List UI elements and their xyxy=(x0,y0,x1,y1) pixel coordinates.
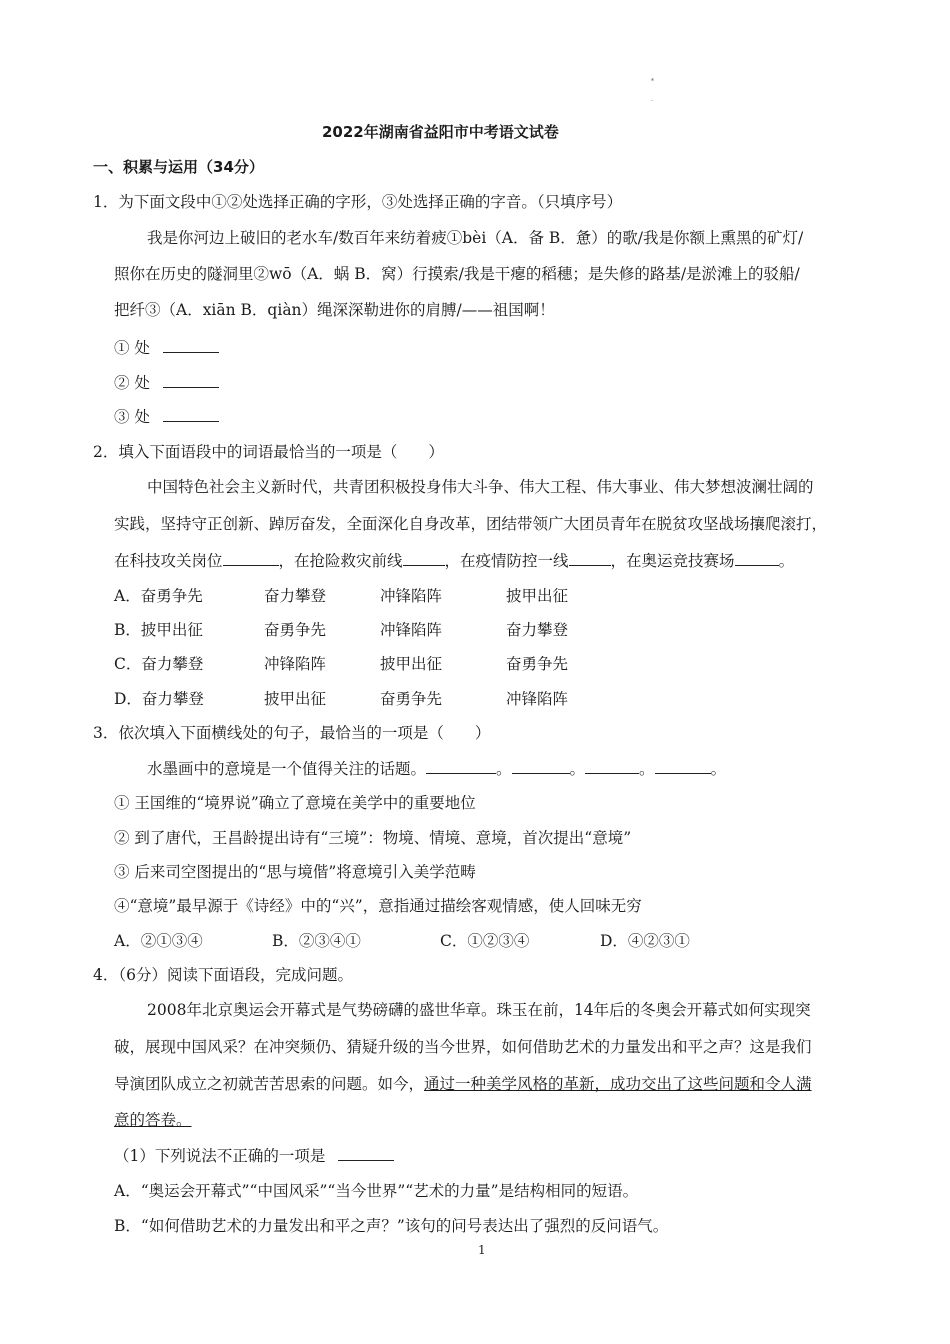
option-a: A．“奥运会开幕式”“中国风采”“当今世界”“艺术的力量”是结构相同的短语。 xyxy=(114,1182,639,1200)
sub-question-1: （1）下列说法不正确的一项是 xyxy=(114,1144,394,1166)
question-1-passage-line: 照你在历史的隧洞里②wō（A．蜗 B．窝）行摸索/我是干瘪的稻穗；是失修的路基/是淤滩上的驳船/ xyxy=(114,265,800,283)
answer-line-3 xyxy=(114,405,219,427)
sentence-item: ① 王国维的“境界说”确立了意境在美学中的重要地位 xyxy=(114,794,476,812)
answer-blank[interactable] xyxy=(163,338,219,353)
answer-label: ③ 处 xyxy=(114,408,150,426)
sentence-item: ③ 后来司空图提出的“思与境偕”将意境引入美学范畴 xyxy=(114,863,476,881)
question-2-stem: 2．填入下面语段中的词语最恰当的一项是（ ） xyxy=(93,443,444,461)
question-3-stem: 3．依次填入下面横线处的句子，最恰当的一项是（ ） xyxy=(93,724,491,742)
fill-blank[interactable] xyxy=(403,551,445,566)
underlined-text: 通过一种美学风格的革新，成功交出了这些问题和令人满 xyxy=(424,1075,812,1093)
fill-blank[interactable] xyxy=(569,551,611,566)
answer-blank[interactable] xyxy=(163,373,219,388)
fill-blank[interactable] xyxy=(735,551,779,566)
option-b: B．“如何借助艺术的力量发出和平之声？”该句的问号表达出了强烈的反问语气。 xyxy=(114,1217,669,1235)
option-d: D．④②③① xyxy=(600,932,690,950)
fill-blank[interactable] xyxy=(426,759,496,774)
question-2-passage-line: 实践，坚持守正创新、踔厉奋发，全面深化自身改革，团结带领广大团员青年在脱贫攻坚战场攘爬滚打， xyxy=(114,515,828,533)
question-2-passage-line: 中国特色社会主义新时代，共青团积极投身伟大斗争、伟大工程、伟大事业、伟大梦想波澜壮阔的 xyxy=(147,478,814,496)
answer-label: ② 处 xyxy=(114,374,150,392)
sentence-item: ④“意境”最早源于《诗经》中的“兴”，意指通过描绘客观情感，使人回味无穷 xyxy=(114,897,642,915)
page-title: 2022年湖南省益阳市中考语文试卷 xyxy=(322,123,559,141)
option-c: C．①②③④ xyxy=(440,932,530,950)
answer-line-1 xyxy=(114,336,219,358)
sentence-item: ② 到了唐代，王昌龄提出诗有“三境”：物境、情境、意境，首次提出“意境” xyxy=(114,829,632,847)
fill-blank[interactable] xyxy=(512,759,570,774)
question-4-stem: 4．（6分）阅读下面语段，完成问题。 xyxy=(93,966,353,984)
answer-blank[interactable] xyxy=(338,1146,394,1161)
answer-blank[interactable] xyxy=(163,407,219,422)
option-b: B．②③④① xyxy=(272,932,361,950)
question-4-passage-line: 破，展现中国风采？在冲突频仍、猜疑升级的当今世界，如何借助艺术的力量发出和平之声？这是我们 xyxy=(114,1038,812,1056)
page-number: 1 xyxy=(478,1243,486,1257)
stray-mark: · xyxy=(651,98,653,105)
fill-blank[interactable] xyxy=(585,759,639,774)
fill-blank[interactable] xyxy=(655,759,711,774)
answer-label: ① 处 xyxy=(114,339,150,357)
option-a: A．②①③④ xyxy=(114,932,203,950)
question-2-passage-line: 在科技攻关岗位 ，在抢险救灾前线 ，在疫情防控一线 ，在奥运竞技赛场 。 xyxy=(114,552,795,570)
question-4-passage-line: 2008年北京奥运会开幕式是气势磅礴的盛世华章。珠玉在前，14年后的冬奥会开幕式如何实现突 xyxy=(147,1001,811,1019)
answer-line-2 xyxy=(114,371,219,393)
question-3-passage-line: 水墨画中的意境是一个值得关注的话题。 。 。 。 。 xyxy=(147,760,727,778)
question-1-passage-line: 把纤③（A．xiān B．qiàn）绳深深勒进你的肩膊/——祖国啊！ xyxy=(114,301,555,319)
stray-mark: * xyxy=(651,78,654,85)
question-4-passage-line: 导演团队成立之初就苦苦思索的问题。如今，通过一种美学风格的革新，成功交出了这些问题和令人满 xyxy=(114,1075,812,1093)
section-heading: 一、积累与运用（34分） xyxy=(93,158,264,176)
question-1-passage-line: 我是你河边上破旧的老水车/数百年来纺着疲①bèi（A．备 B．惫）的歌/我是你额上熏黑的矿灯/ xyxy=(147,229,804,247)
fill-blank[interactable] xyxy=(223,551,279,566)
question-1-stem: 1．为下面文段中①②处选择正确的字形，③处选择正确的字音。（只填序号） xyxy=(93,193,623,211)
underlined-text: 意的答卷。 xyxy=(114,1111,192,1129)
